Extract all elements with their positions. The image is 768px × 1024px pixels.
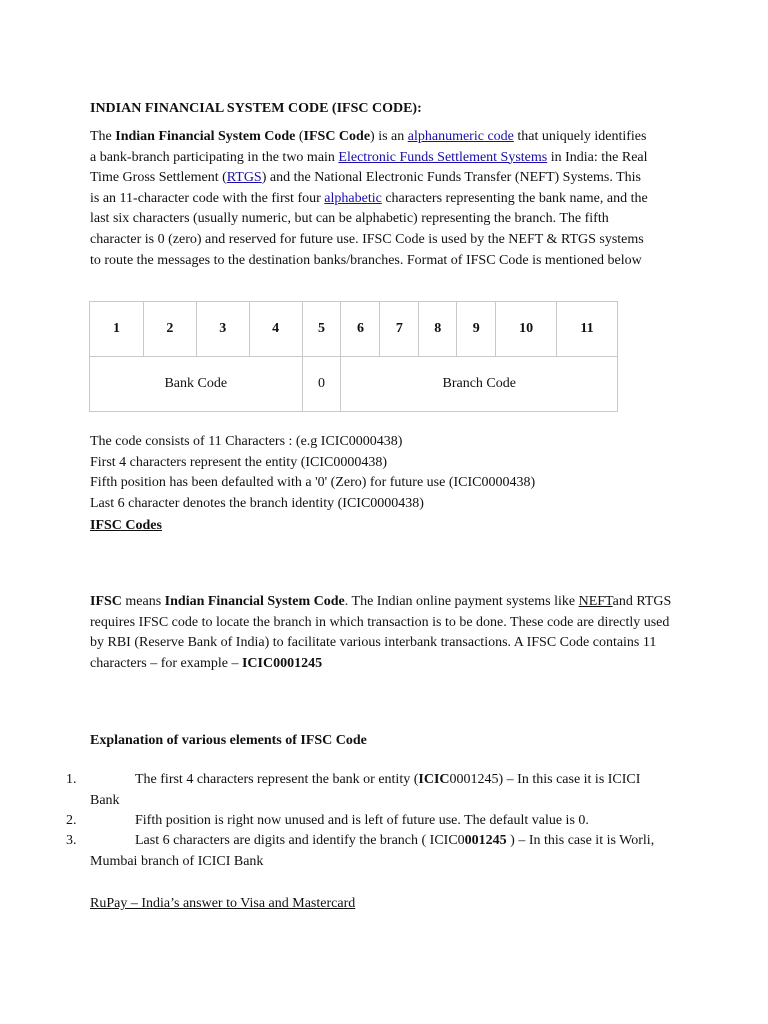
list-number: 2. (66, 813, 77, 828)
para-bold-ifsc: IFSC (90, 594, 122, 609)
bank-code-cell: Bank Code (90, 357, 303, 412)
list-number: 1. (66, 772, 77, 787)
position-cell: 8 (419, 302, 457, 357)
intro-bold-term: Indian Financial System Code (115, 129, 296, 144)
list-item-text (90, 770, 666, 811)
list-text: The first 4 characters represent the bank or entity ( (135, 772, 419, 787)
explanation-heading: Explanation of various elements of IFSC Code (90, 733, 367, 748)
branch-code-cell: Branch Code (341, 357, 618, 412)
detail-line: The code consists of 11 Characters : (e.g ICIC0000438) (90, 434, 403, 449)
para-bold-example: ICIC0001245 (241, 655, 323, 671)
list-text: ) – In this case it is Worli, Mumbai branch of ICICI Bank (90, 833, 655, 869)
link-alphabetic[interactable]: alphabetic (324, 190, 382, 206)
detail-line: Fifth position has been defaulted with a '0' (Zero) for future use (ICIC0000438) (90, 475, 536, 491)
list-bold: 001245 (464, 833, 507, 848)
link-electronic-funds-settlement[interactable]: Electronic Funds Settlement Systems (338, 149, 548, 165)
link-rtgs[interactable]: RTGS (226, 170, 262, 186)
label-row (90, 357, 618, 412)
position-cell: 1 (90, 302, 144, 357)
position-cell: 5 (302, 302, 341, 357)
intro-text: ) and the National Electronic Funds Transfer (NEFT) Systems. This is an 11-character code with the first four (90, 170, 641, 206)
intro-paragraph (90, 127, 650, 271)
para-text: . The Indian online payment systems like (344, 594, 579, 609)
link-neft[interactable]: NEFT (578, 594, 613, 609)
position-cell: 6 (341, 302, 380, 357)
position-cell: 11 (557, 302, 618, 357)
position-cell: 3 (196, 302, 249, 357)
detail-line: Last 6 character denotes the branch identity (ICIC0000438) (90, 495, 424, 511)
rupay-link[interactable]: RuPay – India’s answer to Visa and Mastercard (90, 896, 356, 911)
position-cell: 7 (380, 302, 419, 357)
list-item-text (90, 811, 666, 832)
ifsc-codes-link[interactable]: IFSC Codes (90, 518, 162, 533)
para-text: and RTGS requires IFSC code to locate the branch in which transaction is to be done. These code are directly used by RBI (Reserve Bank of India) to facilitate various interbank transactions. A IFSC Code contains 11 characters – for example – (90, 594, 672, 671)
zero-cell: 0 (302, 357, 341, 412)
position-cell: 2 (143, 302, 196, 357)
list-text: Fifth position is right now unused and is left of future use. The default value is 0. (135, 813, 589, 828)
list-item-text (90, 831, 666, 872)
list-text: Last 6 characters are digits and identify the branch ( ICIC0 (135, 833, 465, 848)
position-cell: 10 (496, 302, 557, 357)
position-row (90, 302, 618, 357)
position-cell: 9 (457, 302, 496, 357)
ifsc-meaning-paragraph (90, 592, 680, 674)
intro-text: The (90, 129, 116, 144)
position-cell: 4 (249, 302, 302, 357)
ifsc-format-table (89, 301, 618, 412)
para-bold-term: Indian Financial System Code (164, 594, 345, 609)
intro-text: ( (295, 129, 304, 144)
list-text: 0001245) – In this case it is ICICI Bank (90, 772, 641, 808)
link-alphanumeric-code[interactable]: alphanumeric code (407, 129, 514, 144)
list-bold: ICIC (418, 772, 450, 787)
para-text: means (121, 594, 165, 609)
intro-text: in India: the Real Time Gross Settlement ( (90, 149, 648, 186)
intro-bold-acronym: IFSC Code (303, 129, 371, 144)
code-details (90, 432, 535, 514)
page-title: INDIAN FINANCIAL SYSTEM CODE (IFSC CODE): (90, 101, 422, 116)
intro-text: characters representing the bank name, and the last six characters (usually numeric, but can be alphabetic) representing the branch. The fifth character is 0 (zero) and reserved for future use. IFSC Code is used by the NEFT & RTGS systems to route the messages to the destination banks/branches. Format of IFSC Code is mentioned below (90, 190, 648, 268)
list-number: 3. (66, 833, 77, 848)
detail-line: First 4 characters represent the entity (ICIC0000438) (90, 454, 388, 470)
intro-text: ) is an (370, 129, 408, 144)
intro-text: that uniquely identifies a bank-branch participating in the two main (90, 129, 647, 165)
